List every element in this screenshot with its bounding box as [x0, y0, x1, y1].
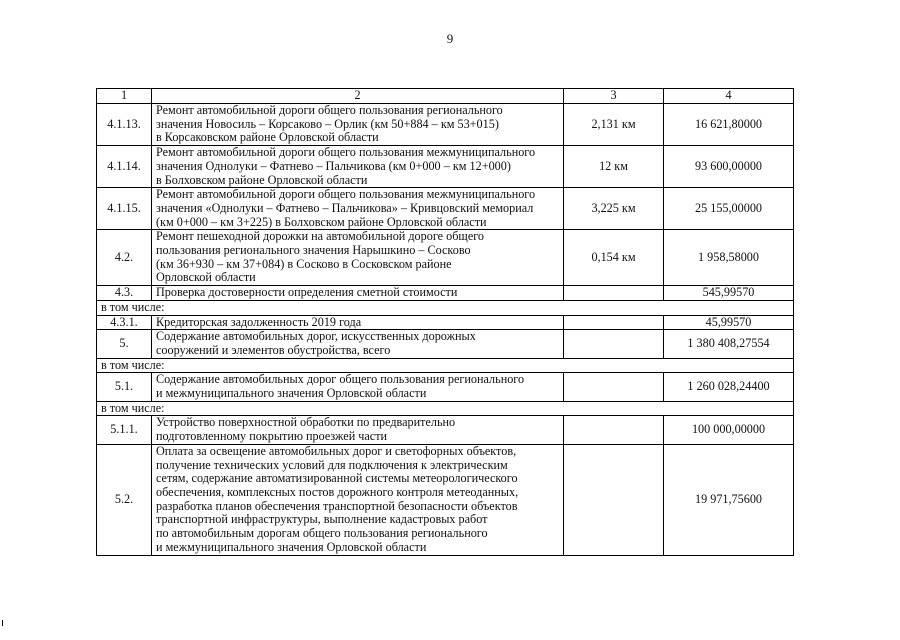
table-row [97, 146, 794, 188]
header-col-3: 3 [564, 89, 664, 104]
row-number: 4.3. [97, 286, 152, 301]
description-line: Кредиторская задолженность 2019 года [156, 314, 362, 329]
description-line: значения Однолуки – Фатнево – Пальчикова (км 0+000 – км 12+000) [156, 158, 511, 173]
description-line: по автомобильным дорогам общего пользования регионального [156, 526, 488, 541]
description-line: в Болховском районе Орловской области [156, 172, 368, 187]
table-header-row [97, 89, 794, 104]
description-line: разработка планов обеспечения транспортной безопасности объектов [156, 498, 518, 513]
table-row [97, 286, 794, 301]
description-line: и межмуниципального значения Орловской области [156, 539, 427, 554]
row-number: 5.2. [97, 444, 152, 555]
description-line: Ремонт автомобильной дороги общего пользования межмуниципального [156, 187, 536, 202]
row-number: 4.1.15. [97, 188, 152, 230]
row-number: 5. [97, 330, 152, 358]
header-col-4: 4 [664, 89, 794, 104]
row-amount: 100 000,00000 [664, 416, 794, 444]
row-quantity [564, 286, 664, 301]
row-quantity: 0,154 км [564, 230, 664, 286]
table-row [97, 188, 794, 230]
row-description [152, 373, 564, 401]
subheader-row [97, 300, 794, 315]
row-amount: 25 155,00000 [664, 188, 794, 230]
row-description [152, 416, 564, 444]
subheader-label: в том числе: [97, 401, 794, 416]
description-line: подготовленному покрытию проезжей части [156, 429, 388, 444]
row-amount: 1 260 028,24400 [664, 373, 794, 401]
description-line: Устройство поверхностной обработки по предварительно [156, 415, 456, 430]
row-amount: 16 621,80000 [664, 104, 794, 146]
description-line: пользования регионального значения Нарышкино – Сосково [156, 243, 471, 258]
row-quantity [564, 315, 664, 330]
row-description [152, 444, 564, 555]
description-line: Содержание автомобильных дорог, искусственных дорожных [156, 329, 476, 344]
description-line: обеспечения, комплексных постов дорожного контроля метеоданных, [156, 484, 519, 499]
row-quantity: 3,225 км [564, 188, 664, 230]
description-line: Орловской области [156, 270, 256, 285]
table-row [97, 315, 794, 330]
table-row [97, 373, 794, 401]
description-line: Оплата за освещение автомобильных дорог и светофорных объектов, [156, 443, 517, 458]
row-description [152, 315, 564, 330]
row-number: 4.2. [97, 230, 152, 286]
row-amount: 45,99570 [664, 315, 794, 330]
description-line: значения Новосиль – Корсаково – Орлик (км 50+884 – км 53+015) [156, 116, 499, 131]
row-amount: 1 380 408,27554 [664, 330, 794, 358]
row-quantity: 2,131 км [564, 104, 664, 146]
row-description [152, 286, 564, 301]
row-number: 5.1.1. [97, 416, 152, 444]
description-line: в Корсаковском районе Орловской области [156, 130, 379, 145]
description-line: получение технических условий для подключения к электрическим [156, 457, 508, 472]
subheader-label: в том числе: [97, 300, 794, 315]
row-description [152, 230, 564, 286]
description-line: сооружений и элементов обустройства, всего [156, 342, 391, 357]
row-number: 4.1.13. [97, 104, 152, 146]
header-col-2: 2 [152, 89, 564, 104]
table-row [97, 330, 794, 358]
description-line: Ремонт автомобильной дороги общего пользования межмуниципального [156, 145, 536, 160]
row-description [152, 330, 564, 358]
row-amount: 1 958,58000 [664, 230, 794, 286]
table-row [97, 230, 794, 286]
row-quantity [564, 444, 664, 555]
description-line: значения «Однолуки – Фатнево – Пальчикова» – Кривцовский мемориал [156, 200, 534, 215]
description-line: Ремонт пешеходной дорожки на автомобильной дороге общего [156, 229, 485, 244]
row-quantity: 12 км [564, 146, 664, 188]
row-description [152, 146, 564, 188]
row-amount: 545,99570 [664, 286, 794, 301]
header-col-1: 1 [97, 89, 152, 104]
row-description [152, 104, 564, 146]
row-description [152, 188, 564, 230]
table-row [97, 416, 794, 444]
description-line: Содержание автомобильных дорог общего пользования регионального [156, 372, 525, 387]
row-quantity [564, 330, 664, 358]
budget-table [96, 88, 794, 556]
table-row [97, 444, 794, 555]
description-line: Проверка достоверности определения сметной стоимости [156, 285, 458, 300]
row-quantity [564, 373, 664, 401]
description-line: и межмуниципального значения Орловской области [156, 386, 427, 401]
row-number: 4.3.1. [97, 315, 152, 330]
row-amount: 19 971,75600 [664, 444, 794, 555]
subheader-row [97, 358, 794, 373]
description-line: (км 36+930 – км 37+084) в Сосково в Сосковском районе [156, 256, 452, 271]
subheader-label: в том числе: [97, 358, 794, 373]
description-line: транспортной инфраструктуры, выполнение кадастровых работ [156, 512, 488, 527]
description-line: Ремонт автомобильной дороги общего пользования регионального [156, 103, 503, 117]
table-row [97, 104, 794, 146]
subheader-row [97, 401, 794, 416]
row-number: 4.1.14. [97, 146, 152, 188]
row-quantity [564, 416, 664, 444]
row-amount: 93 600,00000 [664, 146, 794, 188]
description-line: сетям, содержание автоматизированной системы метеорологического [156, 471, 518, 486]
row-number: 5.1. [97, 373, 152, 401]
page-number: 9 [446, 31, 454, 46]
edge-mark [2, 620, 3, 626]
description-line: (км 0+000 – км 3+225) в Болховском районе Орловской области [156, 214, 487, 229]
